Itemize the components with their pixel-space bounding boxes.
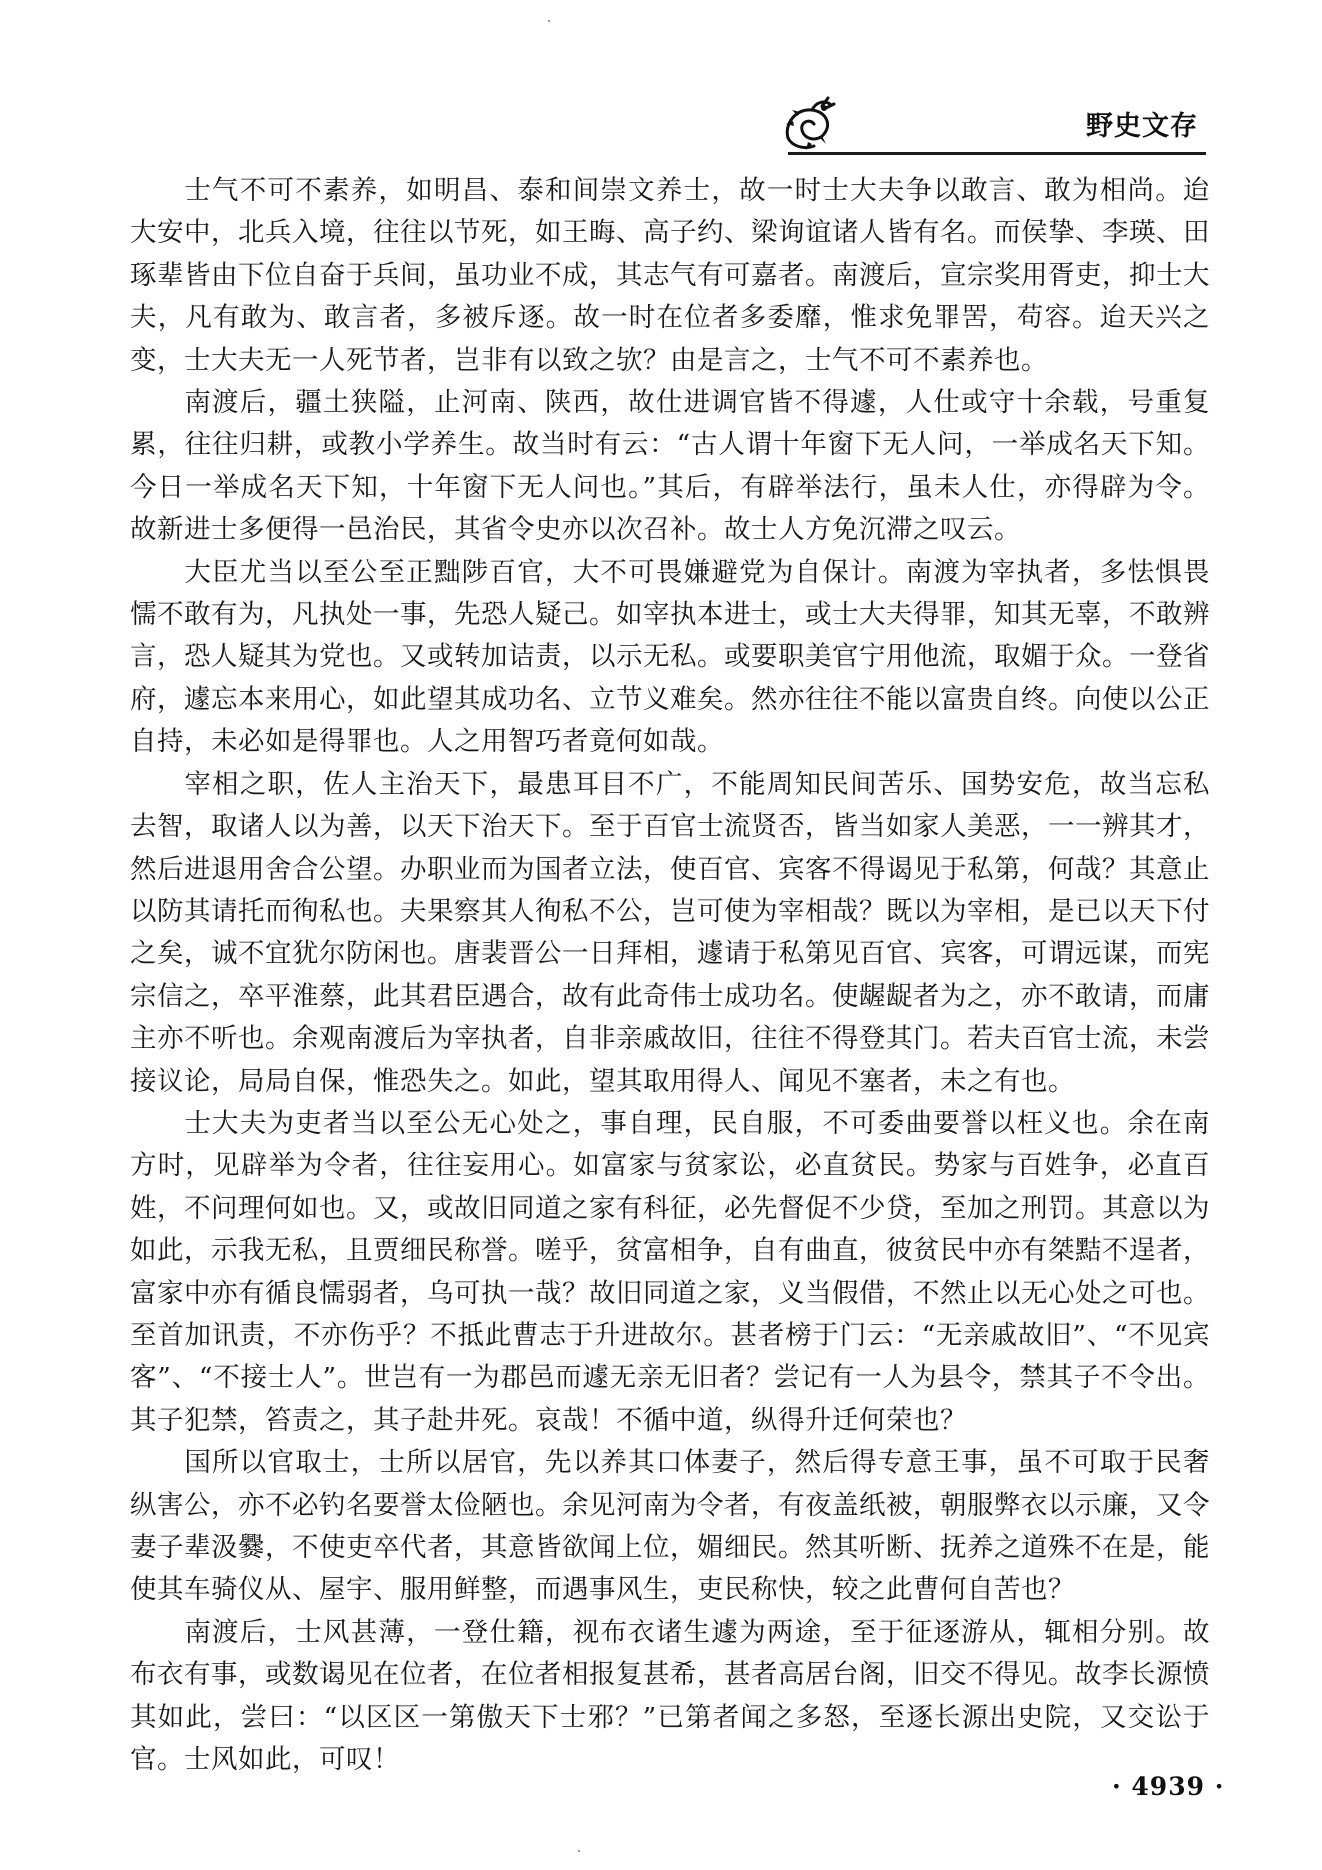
scan-speck	[578, 1850, 580, 1852]
page-body	[130, 170, 1210, 1781]
paragraph: 宰相之职，佐人主治天下，最患耳目不广，不能周知民间苦乐、国势安危，故当忘私去智，取诸人以为善，以天下治天下。至于百官士流贤否，皆当如家人美恶，一一辨其才，然后进退用舍合公望。办职业而为国者立法，使百官、宾客不得谒见于私第，何哉？其意止以防其请托而徇私也。夫果察其人徇私不公，岂可使为宰相哉？既以为宰相，是已以天下付之矣，诚不宜犹尔防闲也。唐裴晋公一日拜相，遽请于私第见百官、宾客，可谓远谋，而宪宗信之，卒平淮蔡，此其君臣遇合，故有此奇伟士成功名。使龌龊者为之，亦不敢请，而庸主亦不听也。余观南渡后为宰执者，自非亲戚故旧，往往不得登其门。若夫百官士流，未尝接议论，局局自保，惟恐失之。如此，望其取用得人、闻见不塞者，未之有也。	[130, 768, 1210, 1097]
header-rule	[788, 152, 1206, 155]
paragraph: 大臣尤当以至公至正黜陟百官，大不可畏嫌避党为自保计。南渡为宰执者，多怯惧畏懦不敢有为，凡执处一事，先恐人疑己。如宰执本进士，或士大夫得罪，知其无辜，不敢辨言，恐人疑其为党也。又或转加诘责，以示无私。或要职美官宁用他流，取媚于众。一登省府，遽忘本来用心，如此望其成功名、立节义难矣。然亦往往不能以富贵自终。向使以公正自持，未必如是得罪也。人之用智巧者竟何如哉。	[130, 556, 1210, 758]
paragraph: 士大夫为吏者当以至公无心处之，事自理，民自服，不可委曲要誉以枉义也。余在南方时，见辟举为令者，往往妄用心。如富家与贫家讼，必直贫民。势家与百姓争，必直百姓，不问理何如也。又，或故旧同道之家有科征，必先督促不少贷，至加之刑罚。其意以为如此，示我无私，且贾细民称誉。嗟乎，贫富相争，自有曲直，彼贫民中亦有桀黠不逞者，富家中亦有循良懦弱者，乌可执一哉？故旧同道之家，义当假借，不然止以无心处之可也。至首加讯责，不亦伤乎？不抵此曹志于升进故尔。甚者榜于门云：“无亲戚故旧”、“不见宾客”、“不接士人”。世岂有一为郡邑而遽无亲无旧者？尝记有一人为县令，禁其子不令出。其子犯禁，笞责之，其子赴井死。哀哉！不循中道，纵得升迁何荣也？	[130, 1107, 1210, 1436]
paragraph: 南渡后，士风甚薄，一登仕籍，视布衣诸生遽为两途，至于征逐游从，辄相分别。故布衣有事，或数谒见在位者，在位者相报复甚希，甚者高居台阁，旧交不得见。故李长源愤其如此，尝曰：“以区区一第傲天下士邪？”已第者闻之多怒，至逐长源出史院，又交讼于官。士风如此，可叹！	[130, 1616, 1210, 1776]
paragraph: 国所以官取士，士所以居官，先以养其口体妻子，然后得专意王事，虽不可取于民奢纵害公，亦不必钓名要誉太俭陋也。余见河南为令者，有夜盖纸被，朝服弊衣以示廉，又令妻子辈汲爨，不使吏卒代者，其意皆欲闻上位，媚细民。然其听断、抚养之道殊不在是，能使其车骑仪从、屋宇、服用鲜整，而遇事风生，吏民称快，较之此曹何自苦也？	[130, 1447, 1210, 1606]
scan-speck	[548, 20, 550, 22]
page-header	[0, 0, 1322, 170]
paragraph: 南渡后，疆土狭隘，止河南、陕西，故仕进调官皆不得遽，人仕或守十余载，号重复累，往往归耕，或教小学养生。故当时有云：“古人谓十年窗下无人问，一举成名天下知。今日一举成名天下知，十年窗下无人问也。”其后，有辟举法行，虽未人仕，亦得辟为令。故新进士多便得一邑治民，其省令史亦以次召补。故士人方免沉滞之叹云。	[130, 387, 1210, 546]
page-number: · 4939 ·	[1112, 1772, 1225, 1801]
paragraph: 士气不可不素养，如明昌、泰和间崇文养士，故一时士大夫争以敢言、敢为相尚。迨大安中，北兵入境，往往以节死，如王晦、高子约、梁询谊诸人皆有名。而侯挚、李瑛、田琢辈皆由下位自奋于兵间，虽功业不成，其志气有可嘉者。南渡后，宣宗奖用胥吏，抑士大夫，凡有敢为、敢言者，多被斥逐。故一时在位者多委靡，惟求免罪罟，苟容。迨天兴之变，士大夫无一人死节者，岂非有以致之欤？由是言之，士气不可不素养也。	[130, 175, 1210, 376]
dragon-emblem-icon	[778, 94, 838, 154]
running-header-title: 野史文存	[1086, 111, 1198, 142]
